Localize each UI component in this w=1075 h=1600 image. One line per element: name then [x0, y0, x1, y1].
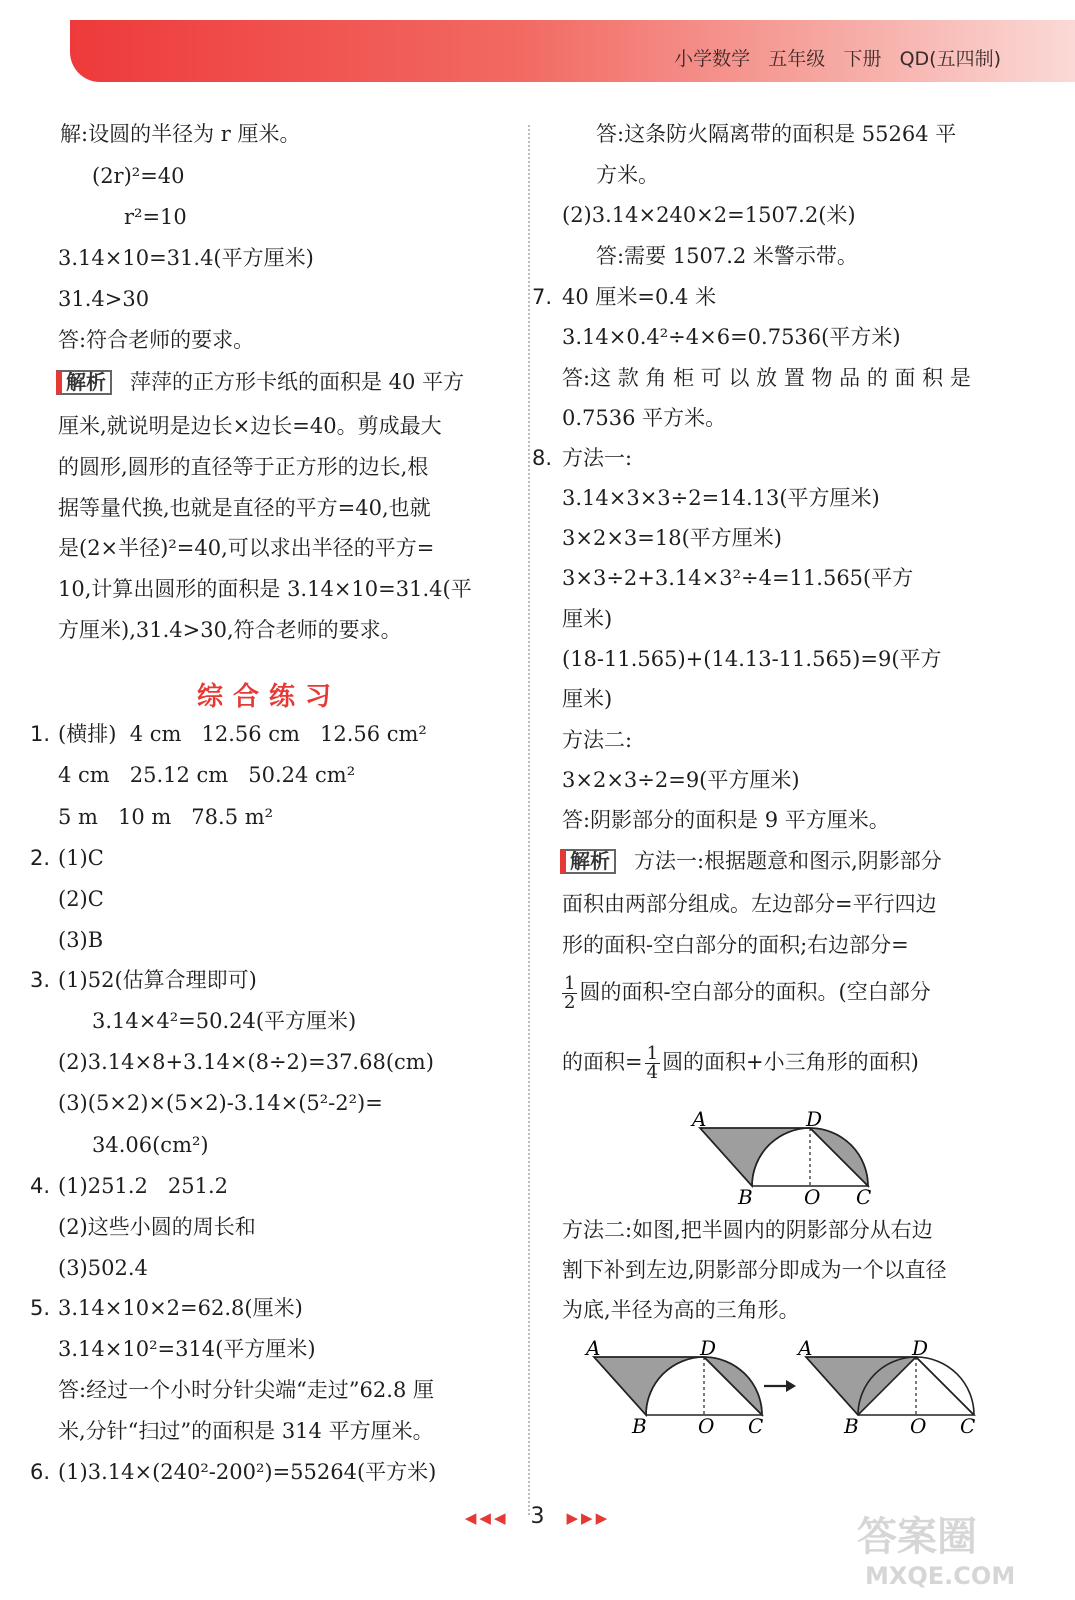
analysis-line: 解析 方法一:根据题意和图示,阴影部分: [560, 849, 942, 874]
analysis-line: 形的面积-空白部分的面积;右边部分=: [562, 933, 909, 957]
analysis-line: 的圆形,圆形的直径等于正方形的边长,根: [58, 455, 429, 479]
answer-line: r²=10: [124, 205, 187, 229]
analysis-line: 面积由两部分组成。左边部分=平行四边: [562, 892, 937, 916]
analysis-tag: 解析: [56, 370, 112, 395]
label-A: A: [798, 1336, 813, 1360]
label-D: D: [912, 1336, 929, 1360]
answer-line: (2)3.14×8+3.14×(8÷2)=37.68(cm): [58, 1050, 434, 1074]
question-number: 2.: [30, 846, 51, 870]
answer-line: 3.14×4²=50.24(平方厘米): [92, 1009, 357, 1033]
answer-line: 答:经过一个小时分针尖端“走过”62.8 厘: [58, 1378, 434, 1402]
answer-line: 厘米): [562, 607, 613, 631]
label-C: C: [960, 1414, 976, 1435]
answer-line: 答:这条防火隔离带的面积是 55264 平: [596, 122, 957, 146]
analysis-line: 厘米,就说明是边长×边长=40。剪成最大: [58, 414, 442, 438]
answer-line: (3)(5×2)×(5×2)-3.14×(5²-2²)=: [58, 1091, 383, 1115]
label-O: O: [910, 1414, 927, 1435]
answer-line: 米,分针“扫过”的面积是 314 平方厘米。: [58, 1419, 434, 1443]
fraction-quarter: $\frac{1}{4}$: [646, 1043, 659, 1083]
header-title: 小学数学 五年级 下册 QD(五四制): [674, 48, 1001, 70]
answer-line: 3×2×3=18(平方厘米): [562, 526, 782, 550]
page-number: 3: [530, 1504, 545, 1529]
answer-line: 方法一:: [562, 446, 633, 470]
answer-line: (18-11.565)+(14.13-11.565)=9(平方: [562, 647, 942, 671]
label-B: B: [632, 1414, 647, 1435]
geometry-figure-1: [680, 1108, 880, 1208]
answer-line: (1)52(估算合理即可): [58, 968, 257, 992]
label-A: A: [692, 1108, 707, 1131]
question-number: 3.: [30, 968, 51, 992]
answer-line: 34.06(cm²): [92, 1133, 209, 1157]
answer-line: (2)C: [58, 887, 104, 911]
answer-line: 方法二:: [562, 728, 633, 752]
answer-line: 答:阴影部分的面积是 9 平方厘米。: [562, 808, 890, 832]
answer-line: 3.14×10×2=62.8(厘米): [58, 1296, 303, 1320]
question-number: 8.: [532, 446, 553, 470]
answer-line: 4 cm 25.12 cm 50.24 cm²: [58, 763, 356, 787]
answer-line: 31.4>30: [58, 287, 150, 311]
analysis-line: 是(2×半径)²=40,可以求出半径的平方=: [58, 536, 435, 560]
answer-line: 解:设圆的半径为 r 厘米。: [60, 122, 301, 146]
watermark-logo: [847, 1502, 1047, 1592]
answer-line: 答:这 款 角 柜 可 以 放 置 物 品 的 面 积 是: [562, 366, 971, 390]
analysis-line: 解析 萍萍的正方形卡纸的面积是 40 平方: [56, 370, 464, 395]
analysis-tag: 解析: [560, 849, 616, 874]
answer-line: 厘米): [562, 687, 613, 711]
answer-line: (2r)²=40: [92, 164, 185, 188]
label-C: C: [748, 1414, 764, 1435]
answer-line: 答:符合老师的要求。: [58, 328, 255, 352]
analysis-line: 为底,半径为高的三角形。: [562, 1298, 800, 1322]
geometry-figure-2b: [792, 1335, 992, 1435]
question-number: 4.: [30, 1174, 51, 1198]
analysis-line: 据等量代换,也就是直径的平方=40,也就: [58, 496, 431, 520]
answer-line: 3.14×3×3÷2=14.13(平方厘米): [562, 486, 880, 510]
answer-line: 3×2×3÷2=9(平方厘米): [562, 768, 800, 792]
answer-line: 3.14×10=31.4(平方厘米): [58, 246, 314, 270]
answer-line: (2)3.14×240×2=1507.2(米): [562, 203, 856, 227]
answer-line: (1)C: [58, 846, 104, 870]
fraction-half: $\frac{1}{2}$: [564, 973, 576, 1013]
column-divider: [528, 125, 530, 1515]
answer-line: 5 m 10 m 78.5 m²: [58, 805, 274, 829]
answer-line: (2)这些小圆的周长和: [58, 1215, 256, 1239]
label-O: O: [804, 1185, 821, 1208]
label-O: O: [698, 1414, 715, 1435]
answer-line: (3)502.4: [58, 1256, 148, 1280]
answer-line: 40 厘米=0.4 米: [562, 285, 717, 309]
label-B: B: [844, 1414, 859, 1435]
prev-arrows-icon: ◀◀◀: [464, 1509, 509, 1527]
section-title: 综合练习: [197, 682, 342, 712]
label-D: D: [700, 1336, 717, 1360]
geometry-figure-2a: [580, 1335, 780, 1435]
answer-line: 3×3÷2+3.14×3²÷4=11.565(平方: [562, 566, 914, 590]
label-D: D: [806, 1108, 823, 1131]
svg-text:MXQE.COM: MXQE.COM: [865, 1562, 1016, 1590]
answer-line: 3.14×0.4²÷4×6=0.7536(平方米): [562, 325, 901, 349]
question-number: 6.: [30, 1460, 51, 1484]
question-number: 1.: [30, 722, 51, 746]
question-number: 7.: [532, 285, 553, 309]
analysis-line: 的面积= $\frac{1}{4}$ 圆的面积+小三角形的面积): [562, 1043, 919, 1083]
answer-line: 0.7536 平方米。: [562, 406, 727, 430]
answer-line: (3)B: [58, 928, 104, 952]
analysis-line: 割下补到左边,阴影部分即成为一个以直径: [562, 1258, 947, 1282]
analysis-line: 10,计算出圆形的面积是 3.14×10=31.4(平: [58, 577, 472, 601]
label-A: A: [586, 1336, 601, 1360]
label-C: C: [856, 1185, 872, 1208]
label-B: B: [738, 1185, 753, 1208]
next-arrows-icon: ▶▶▶: [566, 1509, 611, 1527]
analysis-line: 方法二:如图,把半圆内的阴影部分从右边: [562, 1218, 933, 1242]
analysis-line: $\frac{1}{2}$ 圆的面积-空白部分的面积。(空白部分: [564, 973, 931, 1013]
svg-text:答案圈: 答案圈: [857, 1514, 977, 1560]
analysis-line: 方厘米),31.4>30,符合老师的要求。: [58, 618, 402, 642]
question-number: 5.: [30, 1296, 51, 1320]
answer-line: 答:需要 1507.2 米警示带。: [596, 244, 858, 268]
answer-line: (1)3.14×(240²-200²)=55264(平方米): [58, 1460, 437, 1484]
answer-line: (横排) 4 cm 12.56 cm 12.56 cm²: [58, 722, 427, 746]
answer-line: 方米。: [596, 163, 659, 187]
answer-line: (1)251.2 251.2: [58, 1174, 229, 1198]
answer-line: 3.14×10²=314(平方厘米): [58, 1337, 316, 1361]
